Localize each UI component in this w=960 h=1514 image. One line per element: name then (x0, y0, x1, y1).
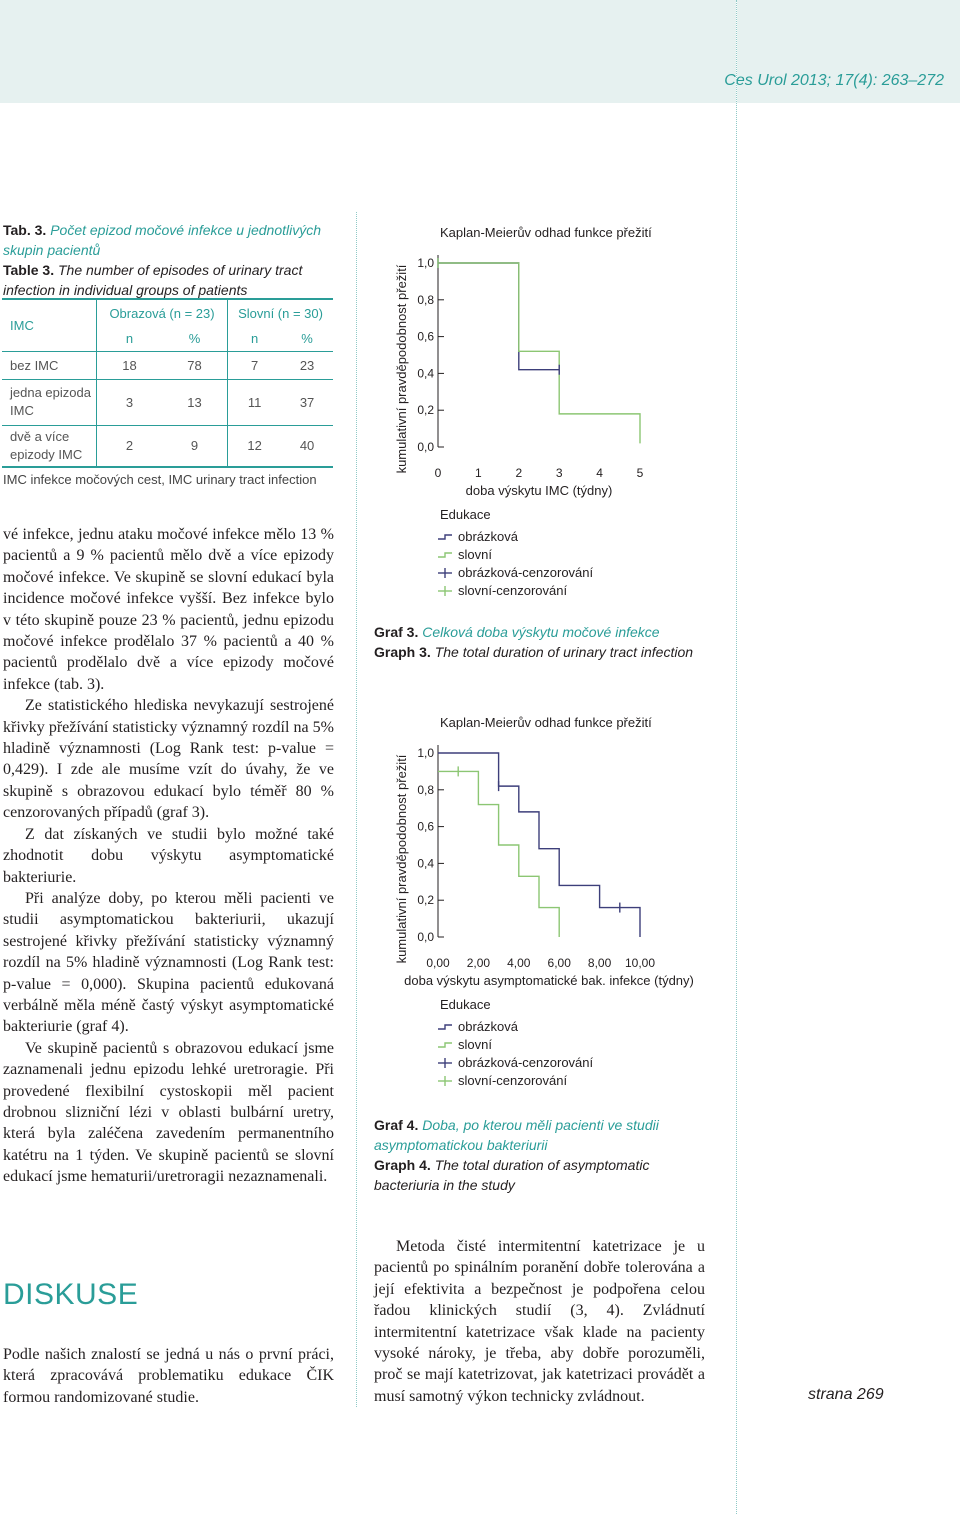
legend-swatch-line (438, 1025, 452, 1029)
y-tick-label: 0,2 (417, 403, 434, 418)
diskuse-text (3, 1344, 334, 1408)
x-tick-label: 4,00 (507, 956, 531, 970)
y-tick-label: 0,6 (417, 819, 434, 834)
series-line-slovní (438, 771, 559, 937)
paragraph: Metoda čisté intermitentní katetrizace je u pacientů po spinálním poranění dobře tolerována a její efektivita a bezpečnost je podpořena celou řadou klinických studií (3, 4). Zvládnutí intermitentní katetrizace však klade na pacienty vysoké nároky, je třeba, aby dobře porozuměli, proč se mají katetrizovat, jak katetrizaci provádět a musí samotný výkon technicky zvládnout. (374, 1238, 705, 1405)
table3-cell: 7 (250, 357, 259, 373)
legend-label: obrázková (458, 1019, 518, 1034)
x-tick-label: 0,00 (426, 956, 450, 970)
paragraph: Podle našich znalostí se jedná u nás o první práci, která zpracovává problematiku edukace ČIK formou randomizované studie. (3, 1346, 334, 1406)
legend-label: obrázková (458, 529, 518, 544)
table3-row-label: bez IMC (2, 351, 97, 379)
x-tick-label: 10,00 (624, 956, 656, 970)
page-number: strana 269 (808, 1386, 884, 1403)
column-divider-inner (356, 212, 357, 1407)
legend-title: Edukace (440, 997, 491, 1012)
legend-label: slovní (458, 1037, 492, 1052)
x-tick-label: 8,00 (587, 956, 612, 970)
graf3-label-en: Graph 3. (374, 644, 431, 660)
x-tick-label: 3 (555, 466, 563, 480)
table3-cell: 40 (299, 438, 315, 454)
paragraph: Ve skupině pacientů s obrazovou edukací jsme zaznamenali jednu epizodu lehké uretroragie. Při provedené flexibilní cystoskopii měl pacient drobnou slizniční lézi v oblasti bulbární uretry, která byla zaléčena zavedením permanentního katétru na 1 týden. Ve skupině pacientů se slovní edukací jsme hematurii/uretroragii nezaznamenali. (3, 1039, 334, 1186)
x-tick-label: 2,00 (466, 956, 491, 970)
table3-cell: 11 (247, 394, 262, 410)
table3-sub-n2: n (250, 331, 259, 347)
y-tick-label: 0,4 (417, 856, 434, 871)
table3-header-group1: Obrazová (n = 23) (97, 299, 228, 327)
legend-title: Edukace (440, 507, 491, 522)
legend-label: slovní-cenzorování (458, 1073, 568, 1088)
chart-title: Kaplan-Meierův odhad funkce přežití (440, 715, 652, 730)
table3-cell: 9 (162, 425, 228, 467)
table3-caption-en: The number of episodes of urinary tract infection in individual groups of patients (3, 262, 303, 298)
table3-sub-pct2: % (301, 331, 313, 347)
table3-cell: 3 (125, 394, 134, 410)
y-tick-label: 0,0 (417, 930, 434, 944)
table-row (2, 379, 333, 425)
legend-swatch-line (438, 1043, 452, 1047)
x-tick-label: 1 (475, 466, 482, 480)
graf4-label-cz: Graf 4. (374, 1117, 419, 1133)
y-tick-label: 0,2 (417, 893, 434, 908)
table3-sub-pct1: % (162, 327, 228, 351)
table3-cell: 2 (125, 438, 134, 454)
table3 (2, 298, 333, 468)
section-heading-diskuse: DISKUSE (3, 1278, 139, 1311)
table3-caption-cz: Počet epizod močové infekce u jednotlivých skupin pacientů (3, 222, 322, 258)
table3-label-en: Table 3. (3, 262, 55, 278)
table3-header-imc: IMC (2, 299, 97, 351)
y-tick-label: 0,0 (417, 440, 434, 454)
table3-cell: 78 (162, 351, 228, 379)
table3-caption (3, 220, 338, 300)
column-divider (736, 0, 737, 1514)
table3-cell: 37 (299, 394, 315, 410)
left-body-text (3, 524, 334, 1188)
x-tick-label: 0 (434, 466, 442, 480)
legend-label: slovní (458, 547, 492, 562)
x-axis-label: doba výskytu asymptomatické bak. infekce (týdny) (404, 973, 694, 988)
graf3-label-cz: Graf 3. (374, 624, 419, 640)
header-band (0, 0, 736, 103)
legend-label: obrázková-cenzorování (458, 1055, 594, 1070)
y-axis-label: kumulativní pravděpodobnost přežití (394, 264, 409, 474)
y-tick-label: 0,4 (417, 366, 434, 381)
graf4-caption-en: The total duration of asymptomatic bacteriuria in the study (374, 1157, 650, 1193)
paragraph: Při analýze doby, po kterou měli pacienti ve studii asymptomatickou bakteriurii, ukazují sestrojené křivky přežívání statisticky významný rozdíl na 5% hladině významnosti (Log Rank test: p-value = 0,000). Skupina pacientů edukovaná verbálně měla méně častý výskyt asymptomatické bakteriurie (graf 4). (3, 889, 334, 1036)
y-tick-label: 0,8 (417, 782, 434, 797)
graf4-caption (374, 1115, 714, 1195)
x-tick-label: 4 (596, 466, 603, 480)
table-row (2, 425, 333, 467)
series-line-obrázková (438, 263, 559, 370)
paragraph: Ze statistického hlediska nevykazují sestrojené křivky přežívání statisticky významný rozdíl na 5% hladině významnosti (Log Rank test: p-value = 0,429). I zde ale musíme vzít do úvahy, že ve skupině s obrazovou edukací bylo téměř 80 % cenzorovaných případů (graf 3). (3, 697, 334, 822)
graf4-caption-cz: Doba, po kterou měli pacienti ve studii asymptomatickou bakteriurii (374, 1117, 659, 1153)
y-tick-label: 0,6 (417, 329, 434, 344)
graf3-caption-cz: Celková doba výskytu močové infekce (422, 624, 660, 640)
table3-label-cz: Tab. 3. (3, 222, 47, 238)
x-tick-label: 2 (515, 466, 523, 480)
graf3-caption-en: The total duration of urinary tract infection (434, 644, 694, 660)
legend-swatch-line (438, 535, 452, 539)
legend-label: obrázková-cenzorování (458, 565, 594, 580)
legend-label: slovní-cenzorování (458, 583, 568, 598)
table3-sub-n1: n (125, 331, 134, 347)
right-body-text (374, 1236, 705, 1407)
y-tick-label: 1,0 (417, 256, 434, 270)
x-tick-label: 5 (636, 466, 644, 480)
paragraph: vé infekce, jednu ataku močové infekce mělo 13 % pacientů a 9 % pacientů mělo dvě a více epizody močové infekce. Ve skupině se slovní edukací byla incidence močové infekce vyšší. Bez infekce bylo v této skupině pouze 23 % pacientů, jednu epizodu močové infekce prodělalo 37 % pacientů a 40 % pacientů prodělalo dvě a více epizody močové infekce (tab. 3). (3, 526, 334, 693)
table3-cell: 13 (162, 379, 228, 425)
table3-footnote: IMC infekce močových cest, IMC urinary tract infection (3, 472, 317, 487)
table3-header-group2: Slovní (n = 30) (238, 306, 323, 321)
table3-cell: 18 (122, 357, 137, 373)
chart-title: Kaplan-Meierův odhad funkce přežití (440, 225, 652, 240)
graf3-caption (374, 622, 724, 662)
paragraph: Z dat získaných ve studii bylo možné také zhodnotit dobu výskytu asymptomatické bakteriurie. (3, 825, 334, 886)
journal-citation: Ces Urol 2013; 17(4): 263–272 (724, 72, 944, 89)
table3-row-label: dvě a více epizody IMC (2, 425, 97, 467)
y-axis-label: kumulativní pravděpodobnost přežití (394, 754, 409, 964)
y-tick-label: 0,8 (417, 292, 434, 307)
table3-cell: 23 (299, 357, 315, 373)
x-axis-label: doba výskytu IMC (týdny) (465, 483, 613, 498)
series-line-slovní (438, 263, 640, 443)
y-tick-label: 1,0 (417, 746, 434, 760)
x-tick-label: 6,00 (547, 956, 571, 970)
table3-row-label: jedna epizoda IMC (2, 379, 97, 425)
km-chart-graf4 (370, 705, 730, 1095)
series-line-obrázková (438, 753, 640, 937)
graf4-label-en: Graph 4. (374, 1157, 431, 1173)
km-chart-graf3 (370, 215, 730, 605)
table3-cell: 12 (247, 438, 262, 454)
table-row (2, 351, 333, 379)
legend-swatch-line (438, 553, 452, 557)
